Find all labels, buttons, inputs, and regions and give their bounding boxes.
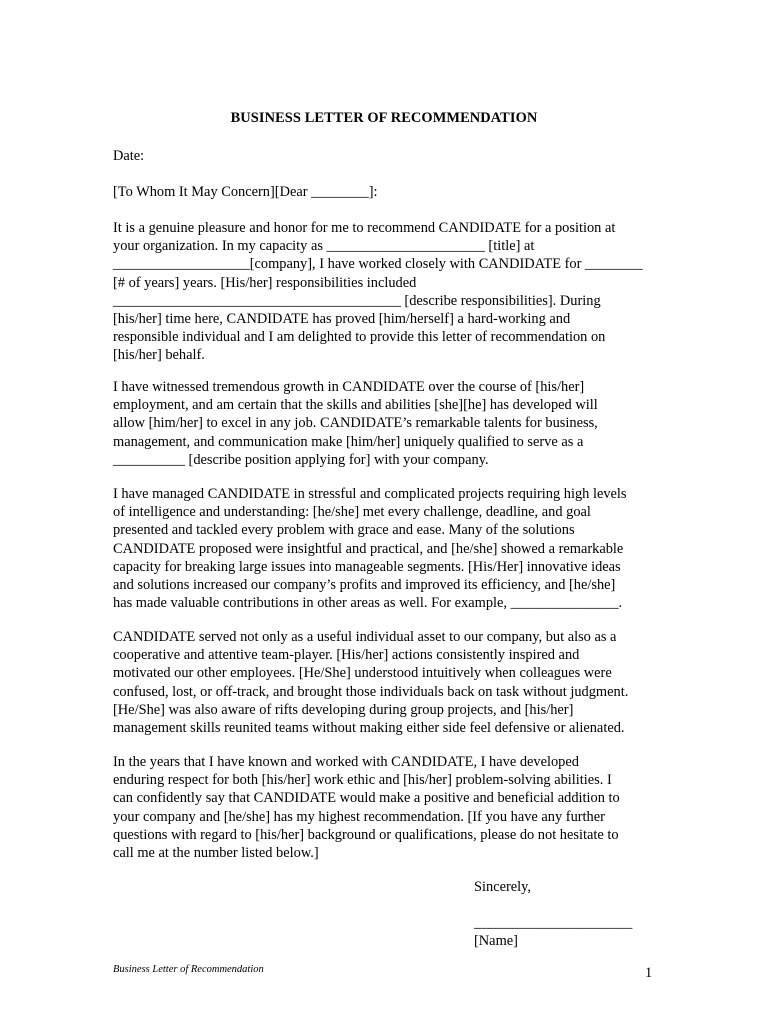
paragraph-line: [# of years] years. [His/her] responsibilities included [113, 274, 417, 291]
paragraph-line: CANDIDATE proposed were insightful and practical, and [he/she] showed a remarkable [113, 540, 624, 557]
paragraph-line: questions with regard to [his/her] background or qualifications, please do not hesitate to [113, 826, 619, 843]
paragraph-line: confused, lost, or off-track, and brought those individuals back on task without judgment. [113, 683, 629, 700]
paragraph-line: ___________________[company], I have worked closely with CANDIDATE for ________ [113, 256, 643, 273]
salutation: [To Whom It May Concern][Dear ________]: [113, 184, 378, 200]
paragraph-line: motivated our other employees. [He/She] understood intuitively when colleagues were [113, 665, 612, 682]
name-placeholder: [Name] [474, 933, 518, 949]
signature-line: ______________________ [474, 915, 633, 931]
paragraph-line: enduring respect for both [his/her] work ethic and [his/her] problem-solving abilities. I [113, 772, 612, 789]
paragraph-line: I have witnessed tremendous growth in CANDIDATE over the course of [his/her] [113, 379, 585, 395]
paragraph-line: management, and communication make [him/her] uniquely qualified to serve as a [113, 433, 584, 450]
salutation-block [113, 183, 658, 201]
paragraph-line: In the years that I have known and worked with CANDIDATE, I have developed [113, 754, 579, 770]
paragraph-line: call me at the number listed below.] [113, 844, 319, 861]
paragraph-line: presented and tackled every problem with grace and ease. Many of the solutions [113, 522, 575, 539]
paragraph-line: [He/She] was also aware of rifts developing during group projects, and [his/her] [113, 701, 574, 718]
paragraph-line: employment, and am certain that the skills and abilities [she][he] has developed will [113, 397, 598, 414]
paragraph-5 [113, 753, 658, 862]
paragraph-line: management skills reunited teams without making either side feel defensive or alienated. [113, 719, 625, 736]
paragraph-line: It is a genuine pleasure and honor for me to recommend CANDIDATE for a position at [113, 220, 616, 236]
paragraph-1 [113, 219, 658, 365]
paragraph-line: I have managed CANDIDATE in stressful and complicated projects requiring high levels [113, 486, 627, 502]
paragraph-line: allow [him/her] to excel in any job. CANDIDATE’s remarkable talents for business, [113, 415, 598, 432]
date-label: Date: [113, 148, 145, 164]
paragraph-line: can confidently say that CANDIDATE would make a positive and beneficial addition to [113, 790, 620, 807]
paragraph-line: cooperative and attentive team-player. [His/her] actions consistently inspired and [113, 647, 580, 664]
paragraph-line: of intelligence and understanding: [he/she] met every challenge, deadline, and goal [113, 504, 591, 521]
paragraph-line: your organization. In my capacity as ______________________ [title] at [113, 238, 535, 255]
paragraph-line: has made valuable contributions in other areas as well. For example, _______________. [113, 595, 623, 612]
paragraph-line: [his/her] time here, CANDIDATE has proved [him/herself] a hard-working and [113, 310, 571, 327]
paragraph-2 [113, 378, 658, 469]
footer-title: Business Letter of Recommendation [113, 964, 264, 975]
paragraph-line: __________ [describe position applying for] with your company. [113, 451, 489, 468]
document-title: BUSINESS LETTER OF RECOMMENDATION [230, 110, 538, 126]
paragraph-4 [113, 628, 658, 737]
paragraph-line: your company and [he/she] has my highest recommendation. [If you have any further [113, 808, 605, 825]
paragraph-line: CANDIDATE served not only as a useful individual asset to our company, but also as a [113, 629, 617, 645]
paragraph-line: [his/her] behalf. [113, 347, 205, 364]
paragraph-3 [113, 485, 658, 612]
paragraph-line: capacity for breaking large issues into manageable segments. [His/Her] innovative ideas [113, 558, 621, 575]
paragraph-line: ________________________________________ [describe responsibilities]. During [113, 292, 601, 309]
date-line [113, 147, 658, 165]
paragraph-line: and solutions increased our company’s profits and improved its efficiency, and [he/she] [113, 576, 616, 593]
closing: Sincerely, [474, 879, 532, 895]
page-number: 1 [645, 965, 653, 981]
paragraph-line: responsible individual and I am delighted to provide this letter of recommendation on [113, 329, 606, 346]
